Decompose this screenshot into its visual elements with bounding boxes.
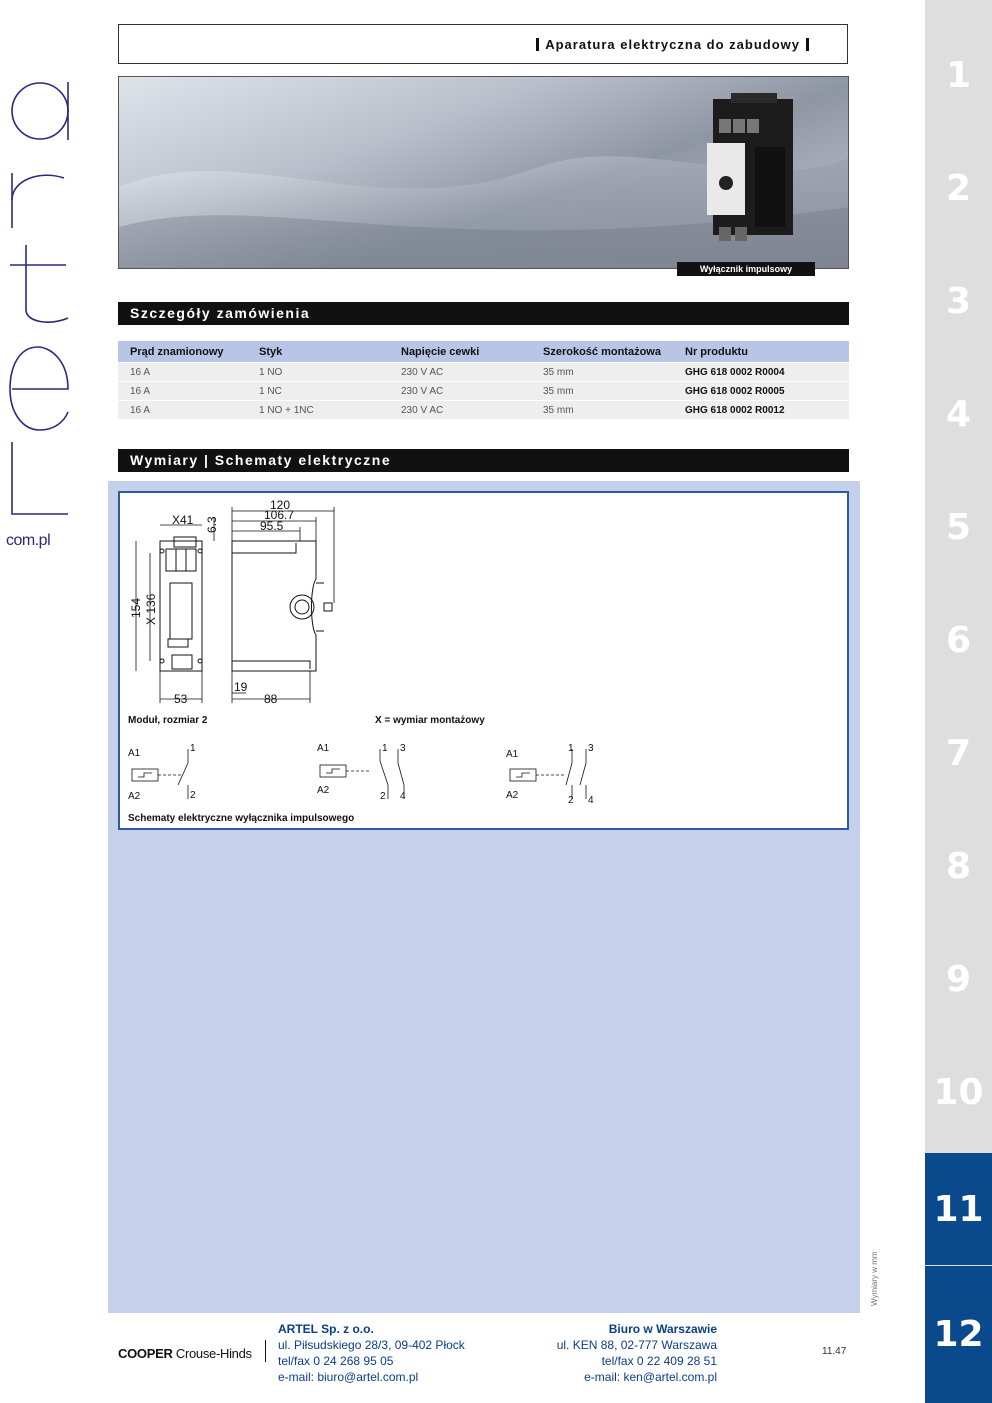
cooper-logo xyxy=(118,1346,252,1361)
dim-x41: X41 xyxy=(172,513,194,527)
dims-section-title: Wymiary | Schematy elektryczne xyxy=(118,449,849,472)
order-table xyxy=(118,341,849,419)
cell-current: 16 A xyxy=(118,382,247,401)
units-note-text: Wymiary w mm xyxy=(870,1251,879,1306)
banner-graphic xyxy=(119,77,849,269)
cell-product-code: GHG 618 0002 R0012 xyxy=(673,401,849,420)
terminal-a2: A2 xyxy=(317,785,330,796)
tab-10[interactable]: 10 xyxy=(933,1072,984,1113)
terminal-2: 2 xyxy=(568,795,574,806)
company-name: ARTEL Sp. z o.o. xyxy=(278,1322,374,1336)
header-title: Aparatura elektryczna do zabudowy xyxy=(545,36,800,52)
logo-letter-e xyxy=(10,347,68,430)
company-phone: tel/fax 0 24 268 95 05 xyxy=(278,1354,394,1368)
cell-width: 35 mm xyxy=(531,382,673,401)
office-email[interactable]: e-mail: ken@artel.com.pl xyxy=(584,1370,717,1384)
table-row xyxy=(118,401,849,420)
logo-letter-t-stem xyxy=(26,245,68,322)
table-row xyxy=(118,363,849,382)
logo-letter-a-bowl xyxy=(12,83,68,139)
terminal-2: 2 xyxy=(190,790,196,801)
terminal-1: 1 xyxy=(568,743,574,754)
terminal-3: 3 xyxy=(400,743,406,754)
footer-divider xyxy=(265,1340,266,1362)
terminal-1: 1 xyxy=(382,743,388,754)
cell-voltage: 230 V AC xyxy=(389,382,531,401)
schematic-caption: Schematy elektryczne wyłącznika impulsowego xyxy=(128,813,355,824)
logo-letter-l xyxy=(12,442,68,514)
tab-1[interactable]: 1 xyxy=(945,55,972,96)
order-section-title: Szczegóły zamówienia xyxy=(118,302,849,325)
cell-current: 16 A xyxy=(118,401,247,420)
terminal-3: 3 xyxy=(588,743,594,754)
cell-contact: 1 NC xyxy=(247,382,389,401)
side-view-body xyxy=(232,541,316,671)
dim-120: 120 xyxy=(270,498,291,512)
dim-19: 19 xyxy=(234,680,248,694)
cell-contact: 1 NO xyxy=(247,363,389,382)
dim-x136: X 136 xyxy=(144,593,158,625)
banner-caption: Wyłącznik impulsowy xyxy=(677,262,815,276)
dimension-drawing xyxy=(120,493,847,828)
tab-12[interactable]: 12 xyxy=(925,1266,992,1403)
dim-53: 53 xyxy=(174,692,188,706)
product-banner xyxy=(118,76,849,269)
terminal-4: 4 xyxy=(588,795,594,806)
mounting-dim-label: X = wymiar montażowy xyxy=(375,715,485,726)
cell-contact: 1 NO + 1NC xyxy=(247,401,389,420)
terminal-a1: A1 xyxy=(506,749,519,760)
terminal-a2: A2 xyxy=(506,790,519,801)
tab-4[interactable]: 4 xyxy=(945,394,972,435)
cell-width: 35 mm xyxy=(531,401,673,420)
terminal-a2: A2 xyxy=(128,791,141,802)
col-header-current: Prąd znamionowy xyxy=(118,341,247,363)
logo-domain: com.pl xyxy=(6,532,51,549)
office-address: ul. KEN 88, 02-777 Warszawa xyxy=(556,1338,717,1352)
table-row xyxy=(118,382,849,401)
tab-3[interactable]: 3 xyxy=(945,281,972,322)
terminal-2: 2 xyxy=(380,791,386,802)
dim-106-7: 106.7 xyxy=(264,508,295,522)
tab-8[interactable]: 8 xyxy=(945,846,972,887)
dim-95-5: 95.5 xyxy=(260,519,284,533)
order-table-header xyxy=(118,341,849,363)
cell-width: 35 mm xyxy=(531,363,673,382)
col-header-contact: Styk xyxy=(247,341,389,363)
tab-2[interactable]: 2 xyxy=(945,168,972,209)
tab-11[interactable]: 11 xyxy=(925,1153,992,1265)
terminal-1: 1 xyxy=(190,743,196,754)
tab-7[interactable]: 7 xyxy=(945,733,972,774)
schematic-nc xyxy=(320,749,404,799)
cell-product-code: GHG 618 0002 R0005 xyxy=(673,382,849,401)
schematic-no-nc xyxy=(510,749,586,799)
dim-6-3: 6.3 xyxy=(205,516,219,533)
header-bar-right xyxy=(806,38,809,51)
terminal-a1: A1 xyxy=(128,748,141,759)
module-size-label: Moduł, rozmiar 2 xyxy=(128,715,208,726)
chapter-tabs xyxy=(925,0,992,1403)
page-header xyxy=(118,24,848,64)
cell-current: 16 A xyxy=(118,363,247,382)
terminal-4: 4 xyxy=(400,791,406,802)
company-address: ul. Piłsudskiego 28/3, 09-402 Płock xyxy=(278,1338,465,1352)
cell-product-code: GHG 618 0002 R0004 xyxy=(673,363,849,382)
col-header-voltage: Napięcie cewki xyxy=(389,341,531,363)
col-header-width: Szerokość montażowa xyxy=(531,341,673,363)
dim-88: 88 xyxy=(264,692,278,706)
dim-154: 154 xyxy=(129,597,143,618)
units-note xyxy=(866,1232,880,1307)
cooper-rest: Crouse-Hinds xyxy=(175,1346,252,1361)
terminal-a1: A1 xyxy=(317,743,330,754)
header-bar-left xyxy=(536,38,539,51)
dims-diagram-box xyxy=(118,491,849,830)
logo-letter-r-arm xyxy=(12,175,64,200)
office-name: Biuro w Warszawie xyxy=(608,1322,717,1336)
cell-voltage: 230 V AC xyxy=(389,401,531,420)
office-phone: tel/fax 0 22 409 28 51 xyxy=(601,1354,717,1368)
tab-5[interactable]: 5 xyxy=(945,507,972,548)
tab-6[interactable]: 6 xyxy=(945,620,972,661)
col-header-product: Nr produktu xyxy=(673,341,849,363)
schematic-no xyxy=(132,749,188,799)
cell-voltage: 230 V AC xyxy=(389,363,531,382)
artel-logo xyxy=(0,60,82,560)
page-number: 11.47 xyxy=(822,1346,847,1357)
company-email[interactable]: e-mail: biuro@artel.com.pl xyxy=(278,1370,419,1384)
tab-9[interactable]: 9 xyxy=(945,959,972,1000)
impulse-switch-photo xyxy=(707,93,793,241)
cooper-brand: COOPER xyxy=(118,1346,173,1361)
